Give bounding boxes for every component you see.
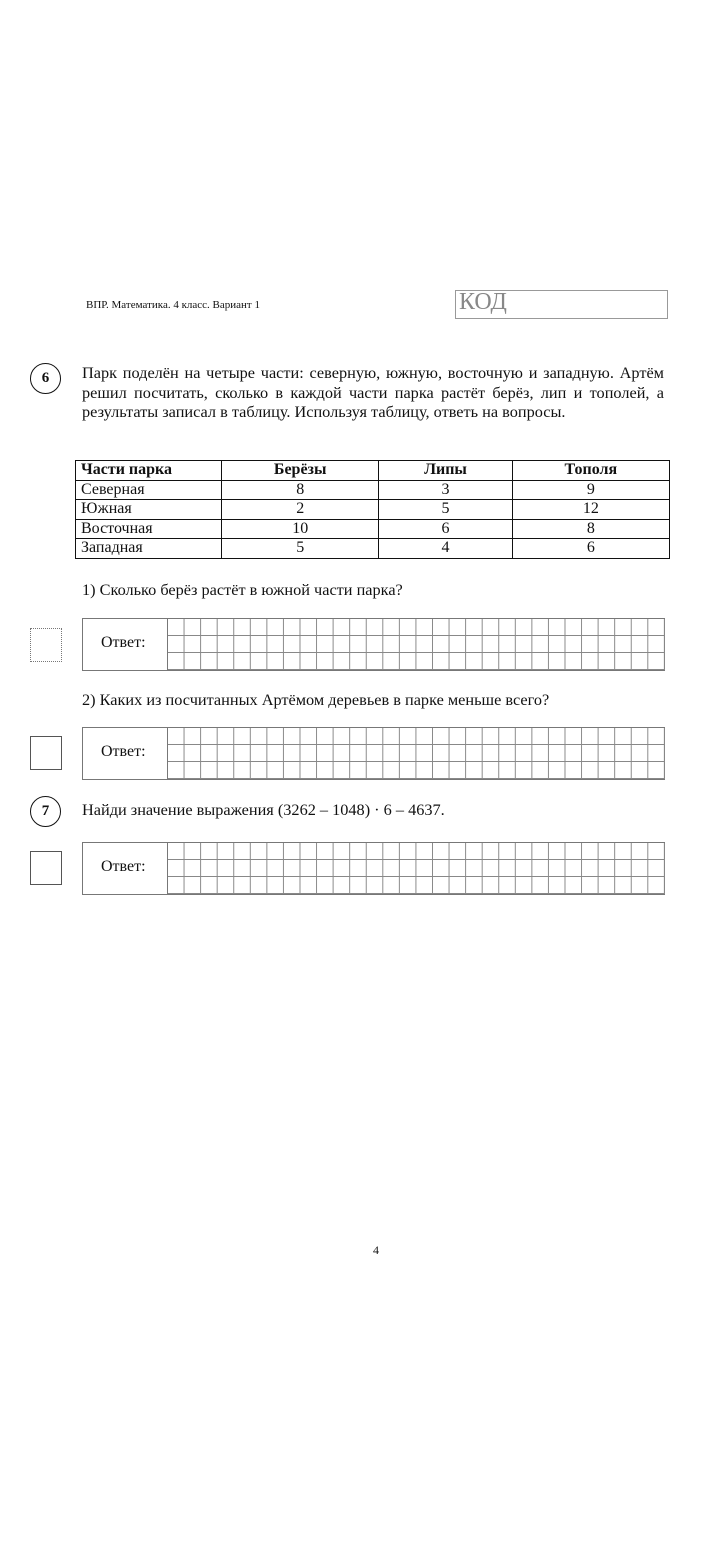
table-cell: 6 bbox=[512, 539, 669, 559]
code-label: КОД bbox=[459, 289, 507, 315]
table-header: Липы bbox=[379, 461, 512, 481]
table-cell: 8 bbox=[512, 519, 669, 539]
table-cell: Северная bbox=[76, 480, 222, 500]
answer-field-1[interactable] bbox=[82, 618, 665, 671]
question-1: 1) Сколько берёз растёт в южной части парка? bbox=[82, 580, 403, 599]
answer-grid[interactable] bbox=[167, 728, 665, 779]
table-cell: 5 bbox=[222, 539, 379, 559]
table-row bbox=[76, 519, 670, 539]
table-header: Части парка bbox=[76, 461, 222, 481]
table-header: Тополя bbox=[512, 461, 669, 481]
answer-label: Ответ: bbox=[101, 634, 146, 651]
answer-grid[interactable] bbox=[167, 843, 665, 894]
table-cell: 10 bbox=[222, 519, 379, 539]
table-row bbox=[76, 539, 670, 559]
score-box bbox=[30, 736, 62, 770]
table-row bbox=[76, 500, 670, 520]
answer-field-2[interactable] bbox=[82, 727, 665, 780]
page-number: 4 bbox=[373, 1243, 379, 1257]
header-title: ВПР. Математика. 4 класс. Вариант 1 bbox=[86, 299, 260, 311]
task6-text: Парк поделён на четыре части: северную, южную, восточную и западную. Артём решил посчитать, сколько в каждой части парка растёт берёз, лип и тополей, а результаты записал в таблицу. Используя таблицу, ответь на вопросы. bbox=[82, 363, 664, 422]
table-header: Берёзы bbox=[222, 461, 379, 481]
table-cell: 6 bbox=[379, 519, 512, 539]
task-number-7: 7 bbox=[30, 796, 61, 827]
table-cell: Восточная bbox=[76, 519, 222, 539]
answer-field-3[interactable] bbox=[82, 842, 665, 895]
table-header-row bbox=[76, 461, 670, 481]
code-box[interactable] bbox=[455, 290, 668, 319]
table-cell: Южная bbox=[76, 500, 222, 520]
answer-label: Ответ: bbox=[101, 743, 146, 760]
table-cell: 8 bbox=[222, 480, 379, 500]
answer-label: Ответ: bbox=[101, 858, 146, 875]
table-cell: 9 bbox=[512, 480, 669, 500]
score-box bbox=[30, 628, 62, 662]
table-cell: Западная bbox=[76, 539, 222, 559]
table-cell: 4 bbox=[379, 539, 512, 559]
park-trees-table bbox=[75, 460, 670, 559]
answer-grid[interactable] bbox=[167, 619, 665, 670]
task-number-6: 6 bbox=[30, 363, 61, 394]
question-2: 2) Каких из посчитанных Артёмом деревьев в парке меньше всего? bbox=[82, 690, 550, 709]
table-cell: 12 bbox=[512, 500, 669, 520]
table-cell: 2 bbox=[222, 500, 379, 520]
score-box bbox=[30, 851, 62, 885]
table-cell: 5 bbox=[379, 500, 512, 520]
table-cell: 3 bbox=[379, 480, 512, 500]
table-row bbox=[76, 480, 670, 500]
task7-text: Найди значение выражения (3262 – 1048) · 6 – 4637. bbox=[82, 800, 445, 819]
